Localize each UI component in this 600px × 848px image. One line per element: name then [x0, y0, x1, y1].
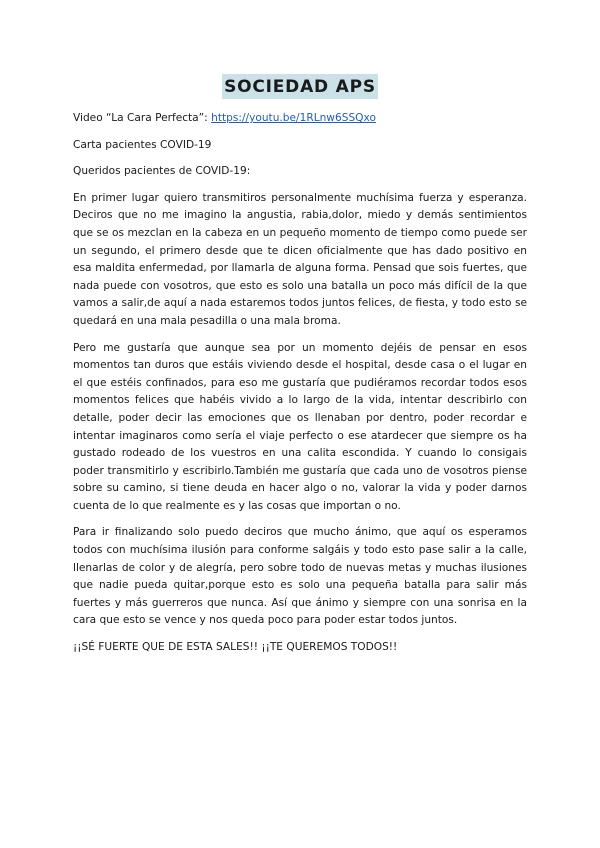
subject-line: Carta pacientes COVID-19 [73, 138, 212, 151]
closing-line: ¡¡SÉ FUERTE QUE DE ESTA SALES!! ¡¡TE QUEREMOS TODOS!! [73, 641, 398, 654]
video-link[interactable]: https://youtu.be/1RLnw6SSQxo [211, 112, 376, 124]
video-line [73, 110, 527, 128]
video-label: Video “La Cara Perfecta”: [73, 112, 212, 124]
title-container [0, 74, 600, 99]
paragraph-3: Para ir finalizando solo puedo deciros que mucho ánimo, que aquí os esperamos todos con muchísima ilusión para conforme salgáis y todo esto pase salir a la calle, llenarlas de color y de alegría, pero sobre todo de nuevas metas y muchas ilusiones que nadie pueda quitar,porque esto es solo una pequeña batalla para salir más fuertes y más guerreros que nunca. Así que ánimo y siempre con una sonrisa en la cara que esto se vence y nos queda poco para poder estar todos juntos. [73, 526, 527, 627]
greeting: Queridos pacientes de COVID-19: [73, 165, 251, 178]
document-title: SOCIEDAD APS [222, 74, 378, 99]
paragraph-1: En primer lugar quiero transmitiros personalmente muchísima fuerza y esperanza. Deciros que no me imagino la angustia, rabia,dolor, miedo y demás sentimientos que se os mezclan en la cabeza en un pequeño momento de tiempo como puede ser un segundo, el primero desde que te dicen oficialmente que has dado positivo en esa maldita enfermedad, por llamarla de alguna forma. Pensad que sois fuertes, que nada puede con vosotros, que esto es solo una batalla un poco más difícil de la que vamos a salir,de aquí a nada estaremos todos juntos felices, de fiesta, y todo esto se quedará en una mala pesadilla o una mala broma. [73, 191, 527, 327]
paragraph-2: Pero me gustaría que aunque sea por un momento dejéis de pensar en esos momentos tan duros que estáis viviendo desde el hospital, desde casa o el lugar en el que estéis confinados, para eso me gustaría que pudiéramos recordar todos esos momentos felices que habéis vivido a lo largo de la vida, intentar describirlo con detalle, poder decir las emociones que os llenaban por dentro, poder recordar e intentar imaginaros como sería el viaje perfecto o ese atardecer que siempre os ha gustado rodeado de los vuestros en una calita escondida. Y cuando lo consigais poder transmitirlo y escribirlo.También me gustaría que cada uno de vosotros piense sobre su camino, si tiene deuda en hacer algo o no, valorar la vida y poder darnos cuenta de lo que realmente es y las cosas que importan o no. [73, 341, 527, 512]
document-body [73, 110, 527, 666]
